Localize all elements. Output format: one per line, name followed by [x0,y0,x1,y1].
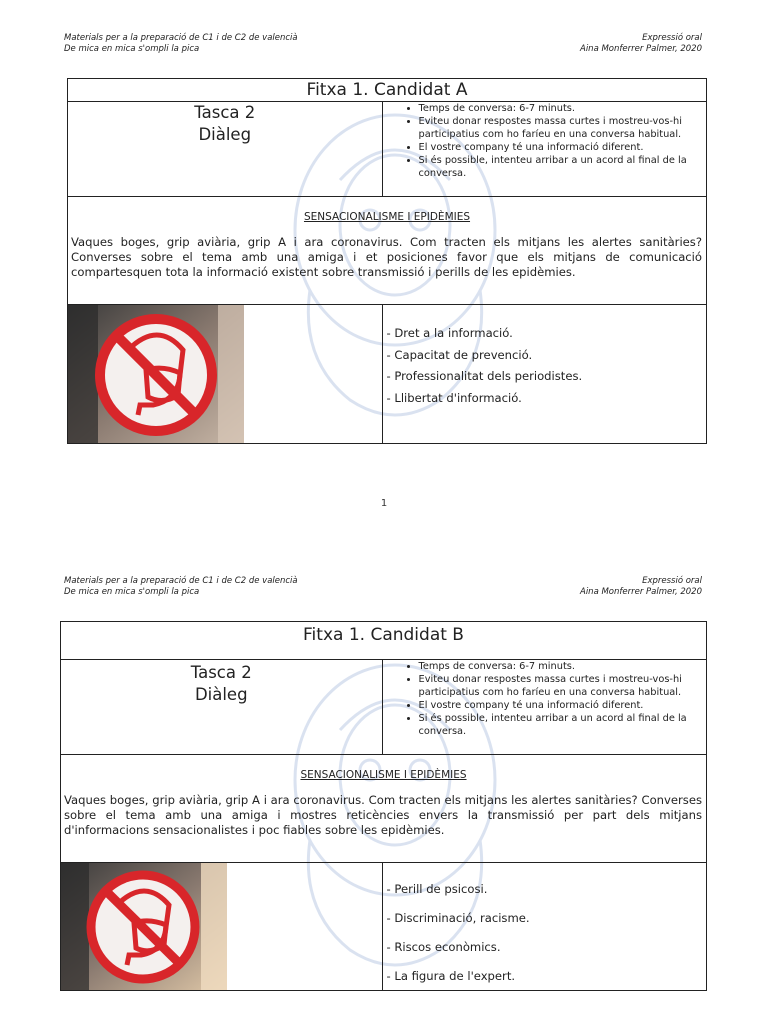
card-title: Fitxa 1. Candidat A [68,79,706,102]
topic-text: Vaques boges, grip aviària, grip A i ara coronavirus. Com tracten els mitjans les alertes sanitàries? Converses sobre el tema amb una amiga i et posiciones favor que els mitjans de comunicació compartesquen tota la informació existent sobre transmissió i perills de les epidèmies. [71,235,702,279]
topic-title: SENSACIONALISME I EPIDÈMIES [303,211,471,223]
header-author: Aina Monferrer Palmer, 2020 [580,587,702,597]
header-left [64,33,298,55]
rule-item: • El vostre company té una informació diferent. [419,141,706,154]
header-section: Expressió oral [642,576,702,586]
point-item: - Dret a la informació. [386,326,513,340]
header-motto: De mica en mica s'ompli la pica [64,587,200,597]
topic-section [68,197,706,305]
header-course: Materials per a la preparació de C1 i de C2 de valencià [64,33,298,43]
points-cell [383,305,707,443]
topic-title: SENSACIONALISME I EPIDÈMIES [300,769,467,781]
header-section: Expressió oral [642,33,702,43]
header-motto: De mica en mica s'ompli la pica [64,44,200,54]
header-right [580,33,702,55]
rule-item: • Si és possible, intenteu arribar a un acord al final de la conversa. [419,154,706,180]
rule-item: • El vostre company té una informació diferent. [419,699,707,712]
task-name: Tasca 2 [190,663,252,682]
rule-item: • Si és possible, intenteu arribar a un acord al final de la conversa. [419,712,707,738]
card-candidate-a [67,78,707,444]
task-name: Tasca 2 [194,103,256,122]
rules-list [383,660,707,738]
point-item: - La figura de l'expert. [386,969,516,983]
page-number: 1 [380,498,388,509]
rule-item: • Eviteu donar respostes massa curtes i mostreu-vos-hi participatius com ho faríeu en una conversa habitual. [419,115,706,141]
header-course: Materials per a la preparació de C1 i de C2 de valencià [64,576,298,586]
point-item: - Riscos econòmics. [386,940,501,954]
task-cell [61,660,383,754]
topic-section [61,755,706,863]
card-title: Fitxa 1. Candidat B [61,622,706,660]
topic-text: Vaques boges, grip aviària, grip A i ara coronavirus. Com tracten els mitjans les alertes sanitàries? Converses sobre el tema amb una amiga i mostres reticències envers la transmissió per part dels mitjans d'informacions sensacionalistes i poc fiables sobre les epidèmies. [64,793,702,837]
points-cell [383,863,707,990]
rules-cell [383,102,706,196]
image-cell [68,305,383,443]
header-right [580,576,702,598]
point-item: - Discriminació, racisme. [386,911,530,925]
card-candidate-b [60,621,707,991]
no-mask-sign-photo [61,863,227,990]
rule-item: • Eviteu donar respostes massa curtes i mostreu-vos-hi participatius com ho faríeu en una conversa habitual. [419,673,707,699]
image-cell [61,863,383,990]
rules-list [383,102,706,180]
rules-cell [383,660,707,754]
point-item: - Llibertat d'informació. [386,390,522,405]
task-type: Diàleg [198,125,252,144]
header-author: Aina Monferrer Palmer, 2020 [580,44,702,54]
task-cell [68,102,383,196]
point-item: - Perill de psicosi. [386,882,488,896]
task-type: Diàleg [194,685,248,704]
no-mask-sign-photo [68,305,244,443]
point-item: - Professionalitat dels periodistes. [386,369,583,383]
rule-item: • Temps de conversa: 6-7 minuts. [419,102,706,115]
point-item: - Capacitat de prevenció. [386,347,533,362]
rule-item: • Temps de conversa: 6-7 minuts. [419,660,707,673]
header-left [64,576,298,598]
